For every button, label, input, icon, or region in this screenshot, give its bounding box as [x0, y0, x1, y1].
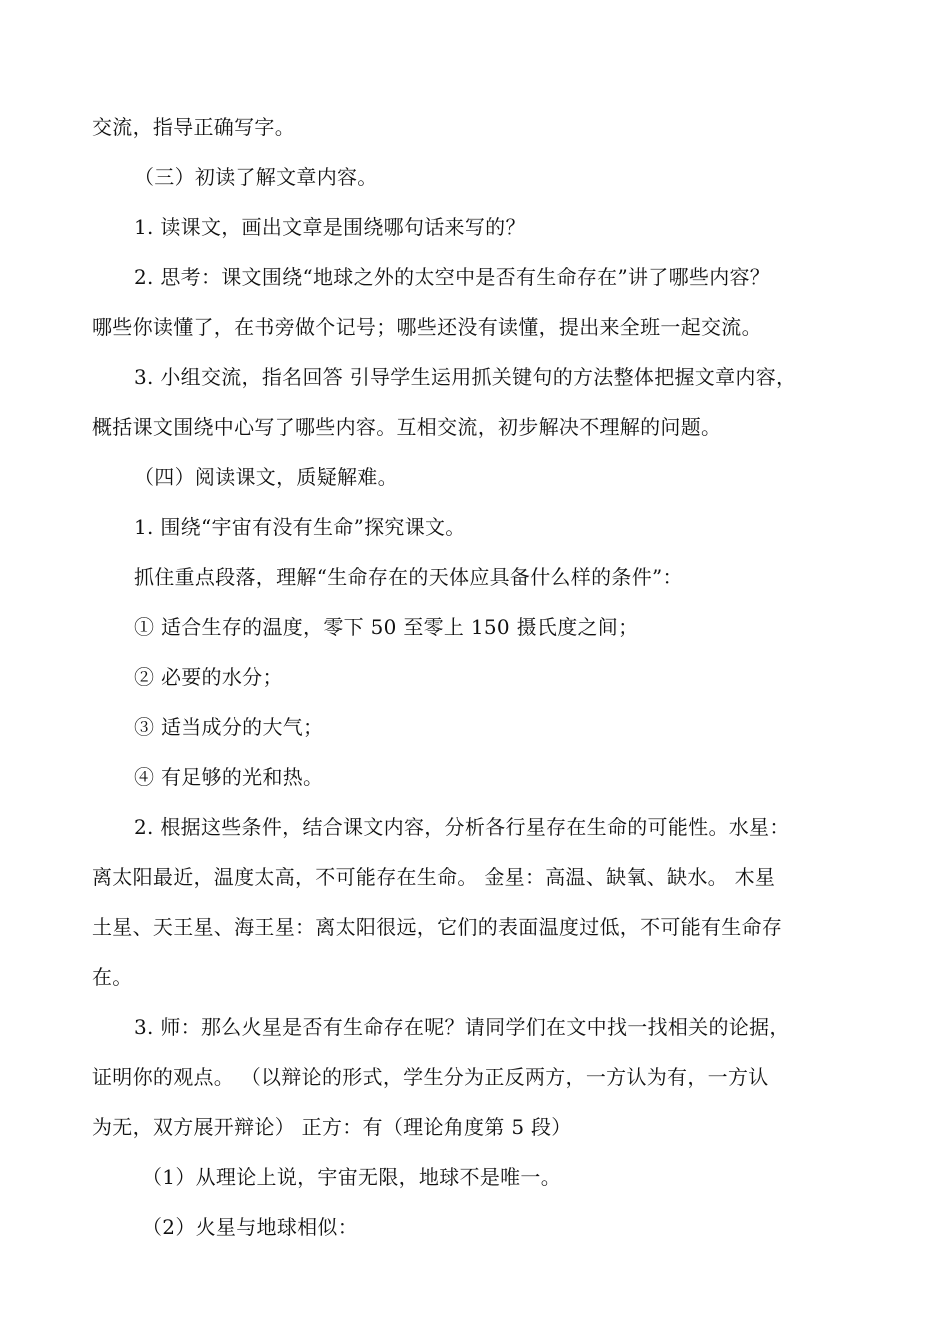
text-line-17: 土星、天王星、海王星：离太阳很远，它们的表面温度过低，不可能有生命存 [92, 915, 783, 939]
condition-item-4: ④ 有足够的光和热。 [134, 765, 324, 789]
section-heading-3: （三）初读了解文章内容。 [134, 165, 378, 189]
text-line-1: 交流，指导正确写字。 [92, 115, 295, 139]
condition-item-1: ① 适合生存的温度，零下 50 至零上 150 摄氏度之间； [134, 615, 639, 639]
text-line-21: 为无，双方展开辩论） 正方：有（理论角度第 5 段） [92, 1115, 572, 1139]
section-heading-4: （四）阅读课文，质疑解难。 [134, 465, 398, 489]
condition-item-2: ② 必要的水分； [134, 665, 283, 689]
text-line-6: 3. 小组交流，指名回答 引导学生运用抓关键句的方法整体把握文章内容， [134, 365, 797, 389]
condition-item-3: ③ 适当成分的大气； [134, 715, 324, 739]
text-line-15: 2. 根据这些条件，结合课文内容，分析各行星存在生命的可能性。水星： [134, 815, 790, 839]
text-line-5: 哪些你读懂了，在书旁做个记号；哪些还没有读懂，提出来全班一起交流。 [92, 315, 762, 339]
text-line-7: 概括课文围绕中心写了哪些内容。互相交流，初步解决不理解的问题。 [92, 415, 722, 439]
text-line-16: 离太阳最近，温度太高，不可能存在生命。 金星：高温、缺氧、缺水。 木星 [92, 865, 776, 889]
argument-item-2: （2）火星与地球相似： [142, 1215, 359, 1239]
text-line-9: 1. 围绕“宇宙有没有生命”探究课文。 [134, 515, 466, 539]
text-line-20: 证明你的观点。 （以辩论的形式，学生分为正反两方，一方认为有，一方认 [92, 1065, 769, 1089]
text-line-10: 抓住重点段落，理解“生命存在的天体应具备什么样的条件”： [134, 565, 683, 589]
text-line-3: 1. 读课文，画出文章是围绕哪句话来写的？ [134, 215, 526, 239]
argument-item-1: （1）从理论上说，宇宙无限，地球不是唯一。 [142, 1165, 562, 1189]
text-line-4: 2. 思考：课文围绕“地球之外的太空中是否有生命存在”讲了哪些内容？ [134, 265, 771, 289]
text-line-18: 在。 [92, 965, 133, 989]
text-line-19: 3. 师：那么火星是否有生命存在呢？请同学们在文中找一找相关的论据， [134, 1015, 790, 1039]
